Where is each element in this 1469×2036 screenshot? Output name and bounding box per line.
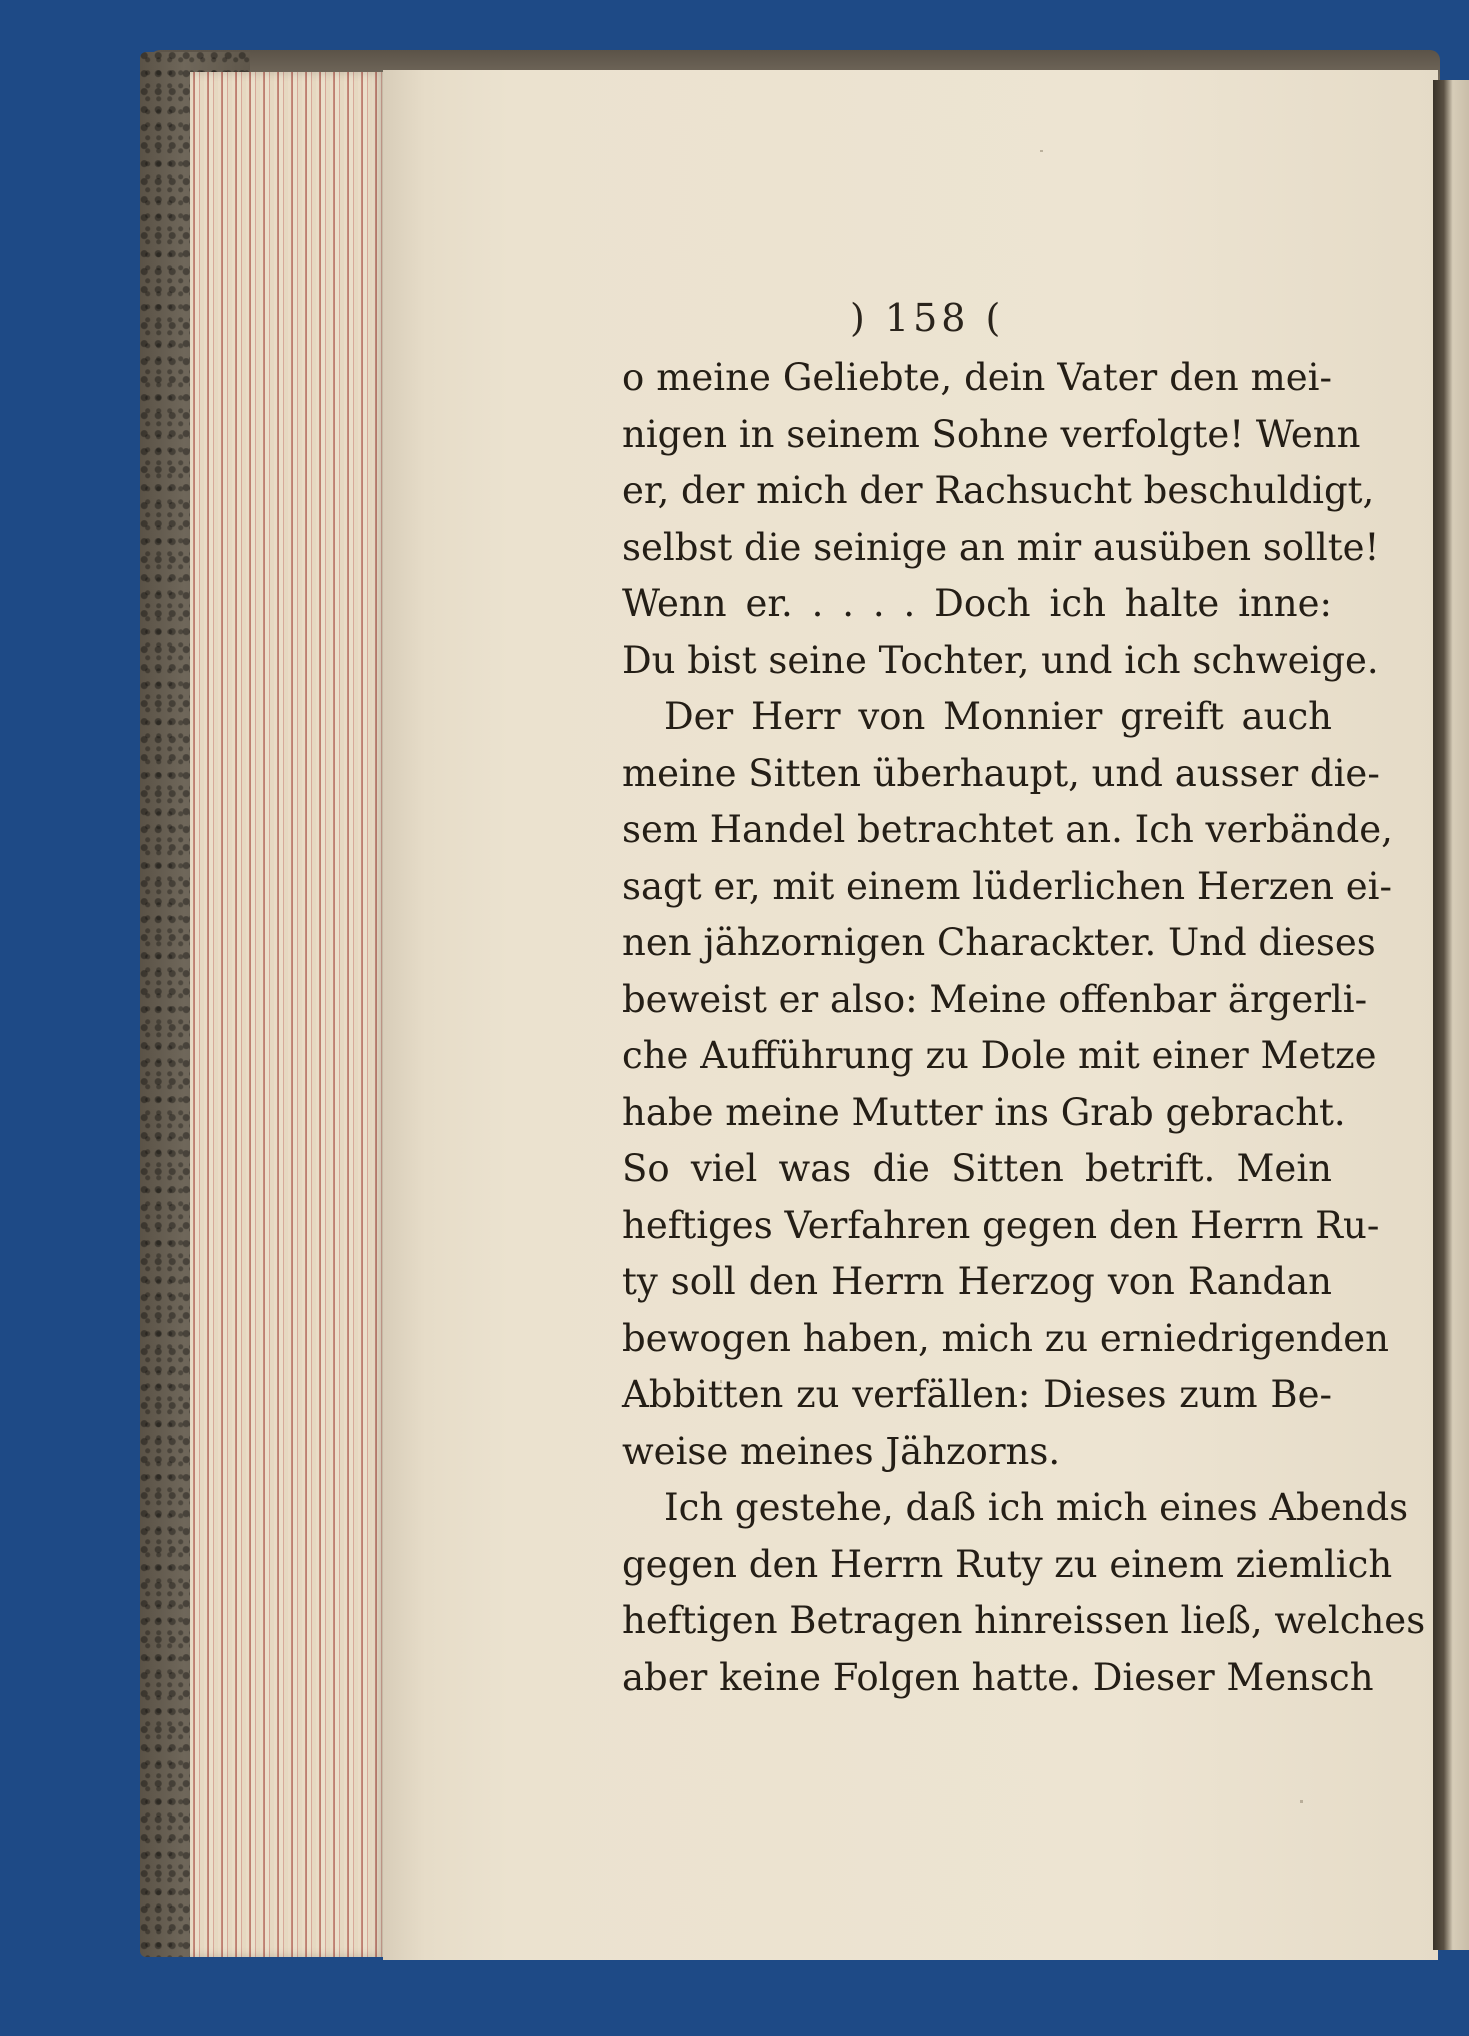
body-text [622,350,1426,1706]
text-line: So viel was die Sitten betrift. Mein [622,1147,1332,1190]
text-line: Ich gestehe, daß ich mich eines Abends [664,1486,1409,1529]
text-line: Du bist seine Tochter, und ich schweige. [622,638,1379,682]
text-line: che Aufführung zu Dole mit einer Metze [622,1034,1377,1077]
paper-speck [1300,1800,1303,1803]
text-line: sem Handel betrachtet an. Ich verbände, [622,808,1393,851]
facing-page-edge [1433,80,1469,1950]
text-line: nigen in seinem Sohne verfolgte! Wenn [622,412,1361,456]
text-line: o meine Geliebte, dein Vater den mei- [622,356,1332,399]
paper-speck [1040,150,1043,152]
text-line: bewogen haben, mich zu erniedrigenden [622,1316,1390,1360]
page-number-header: ) 158 ( [850,296,1005,340]
text-line: ty soll den Herrn Herzog von Randan [622,1260,1332,1303]
text-line: meine Sitten überhaupt, und ausser die- [622,751,1380,795]
text-line: gegen den Herrn Ruty zu einem ziemlich [622,1542,1393,1586]
text-line: Abbitten zu verfällen: Dieses zum Be- [622,1373,1332,1416]
text-line: heftigen Betragen hinreissen ließ, welches [622,1599,1426,1642]
text-line: heftiges Verfahren gegen den Herrn Ru- [622,1203,1380,1247]
page-edges [190,72,385,1957]
text-line: sagt er, mit einem lüderlichen Herzen ei- [622,864,1392,908]
text-line: Wenn er. . . . . Doch ich halte inne: [622,582,1332,625]
text-line: nen jähzornigen Charackter. Und dieses [622,921,1376,964]
text-line: beweist er also: Meine offenbar ärgerli- [622,977,1368,1021]
text-line: er, der mich der Rachsucht beschuldigt, [622,469,1375,512]
text-line: aber keine Folgen hatte. Dieser Mensch [622,1655,1374,1699]
text-line: Der Herr von Monnier greift auch [664,695,1332,738]
text-line: weise meines Jähzorns. [622,1429,1061,1473]
text-line: selbst die seinige an mir ausüben sollte! [622,525,1380,569]
text-line: habe meine Mutter ins Grab gebracht. [622,1090,1346,1134]
